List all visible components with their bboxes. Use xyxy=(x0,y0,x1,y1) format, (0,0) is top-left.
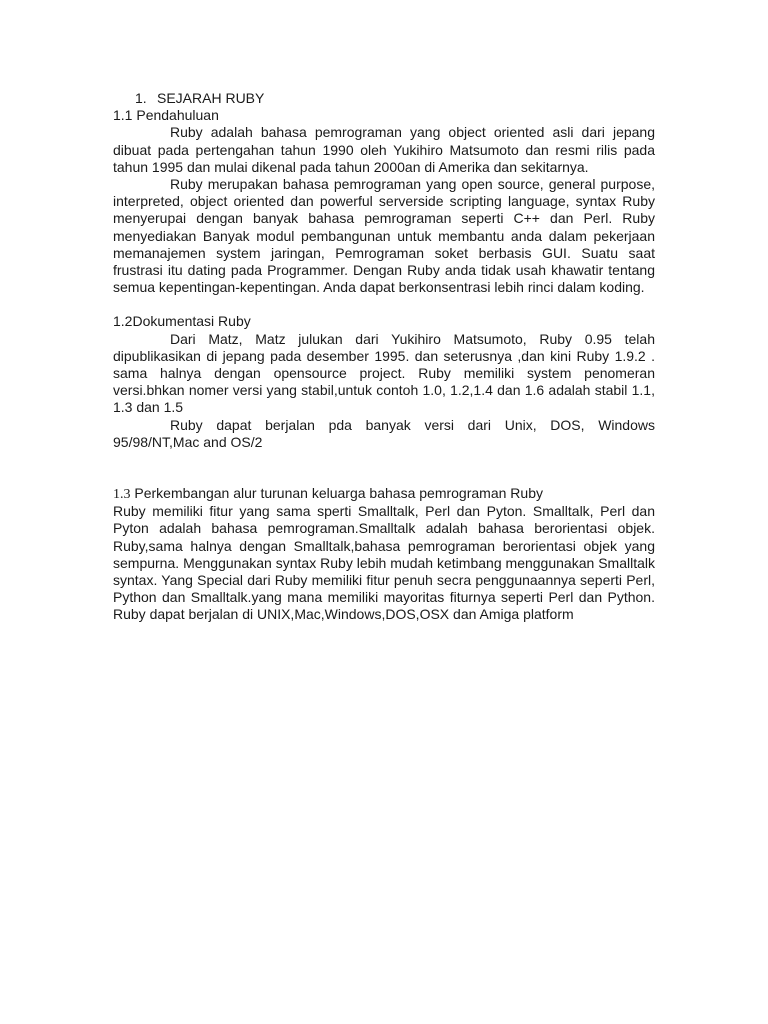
section-heading-1-2 xyxy=(113,313,655,330)
spacer xyxy=(113,451,655,485)
section-title: Dokumentasi Ruby xyxy=(132,313,251,330)
document-page xyxy=(113,90,655,624)
paragraph-1-2-b: Ruby dapat berjalan pda banyak versi dari Unix, DOS, Windows 95/98/NT,Mac and OS/2 xyxy=(113,416,655,450)
chapter-title: SEJARAH RUBY xyxy=(157,90,265,106)
paragraph-1-2-a: Dari Matz, Matz julukan dari Yukihiro Matsumoto, Ruby 0.95 telah dipublikasikan di jepang pada desember 1995. dan seterusnya ,dan kini Ruby 1.9.2 . sama halnya dengan opensource project. Ruby memiliki system penomeran versi.bhkan nomer versi yang stabil,untuk contoh 1.0, 1.2,1.4 dan 1.6 adalah stabil 1.1, 1.3 dan 1.5 xyxy=(113,330,655,416)
paragraph-1-1-b: Ruby merupakan bahasa pemrograman yang open source, general purpose, interpreted, object oriented dan powerful serverside scripting language, syntax Ruby menyerupai dengan banyak bahasa pemrograman seperti C++ dan Perl. Ruby menyediakan Banyak modul pembangunan untuk membantu anda dalam pekerjaan memanajemen system jaringan, Pemrograman soket berbasis GUI. Suatu saat frustrasi itu dating pada Programmer. Dengan Ruby anda tidak usah khawatir tentang semua kepentingan-kepentingan. Anda dapat berkonsentrasi lebih rinci dalam koding. xyxy=(113,176,655,296)
section-heading-1-3 xyxy=(113,485,655,503)
chapter-number: 1. xyxy=(135,90,147,106)
section-number: 1.3 xyxy=(113,487,131,503)
paragraph-1-3-a: Ruby memiliki fitur yang sama sperti Smalltalk, Perl dan Pyton. Smalltalk, Perl dan Pyton adalah bahasa pemrograman.Smalltalk adalah bahasa berorientasi objek. Ruby,sama halnya dengan Smalltalk,bahasa pemrograman berorientasi objek yang sempurna. Menggunakan syntax Ruby lebih mudah ketimbang menggunakan Smalltalk syntax. Yang Special dari Ruby memiliki fitur penuh secra penggunaannya seperti Perl, Python dan Smalltalk.yang mana memiliki mayoritas fiturnya seperti Perl dan Python. Ruby dapat berjalan di UNIX,Mac,Windows,DOS,OSX dan Amiga platform xyxy=(113,503,655,623)
section-heading-1-1: 1.1 Pendahuluan xyxy=(113,107,219,124)
chapter-heading xyxy=(113,90,655,107)
paragraph-1-1-a: Ruby adalah bahasa pemrograman yang object oriented asli dari jepang dibuat pada pertengahan tahun 1990 oleh Yukihiro Matsumoto dan resmi rilis pada tahun 1995 dan mulai dikenal pada tahun 2000an di Amerika dan sekitarnya. xyxy=(113,124,655,175)
section-number: 1.2 xyxy=(113,313,133,330)
section-title: Perkembangan alur turunan keluarga bahasa pemrograman Ruby xyxy=(130,485,543,502)
spacer xyxy=(113,296,655,313)
